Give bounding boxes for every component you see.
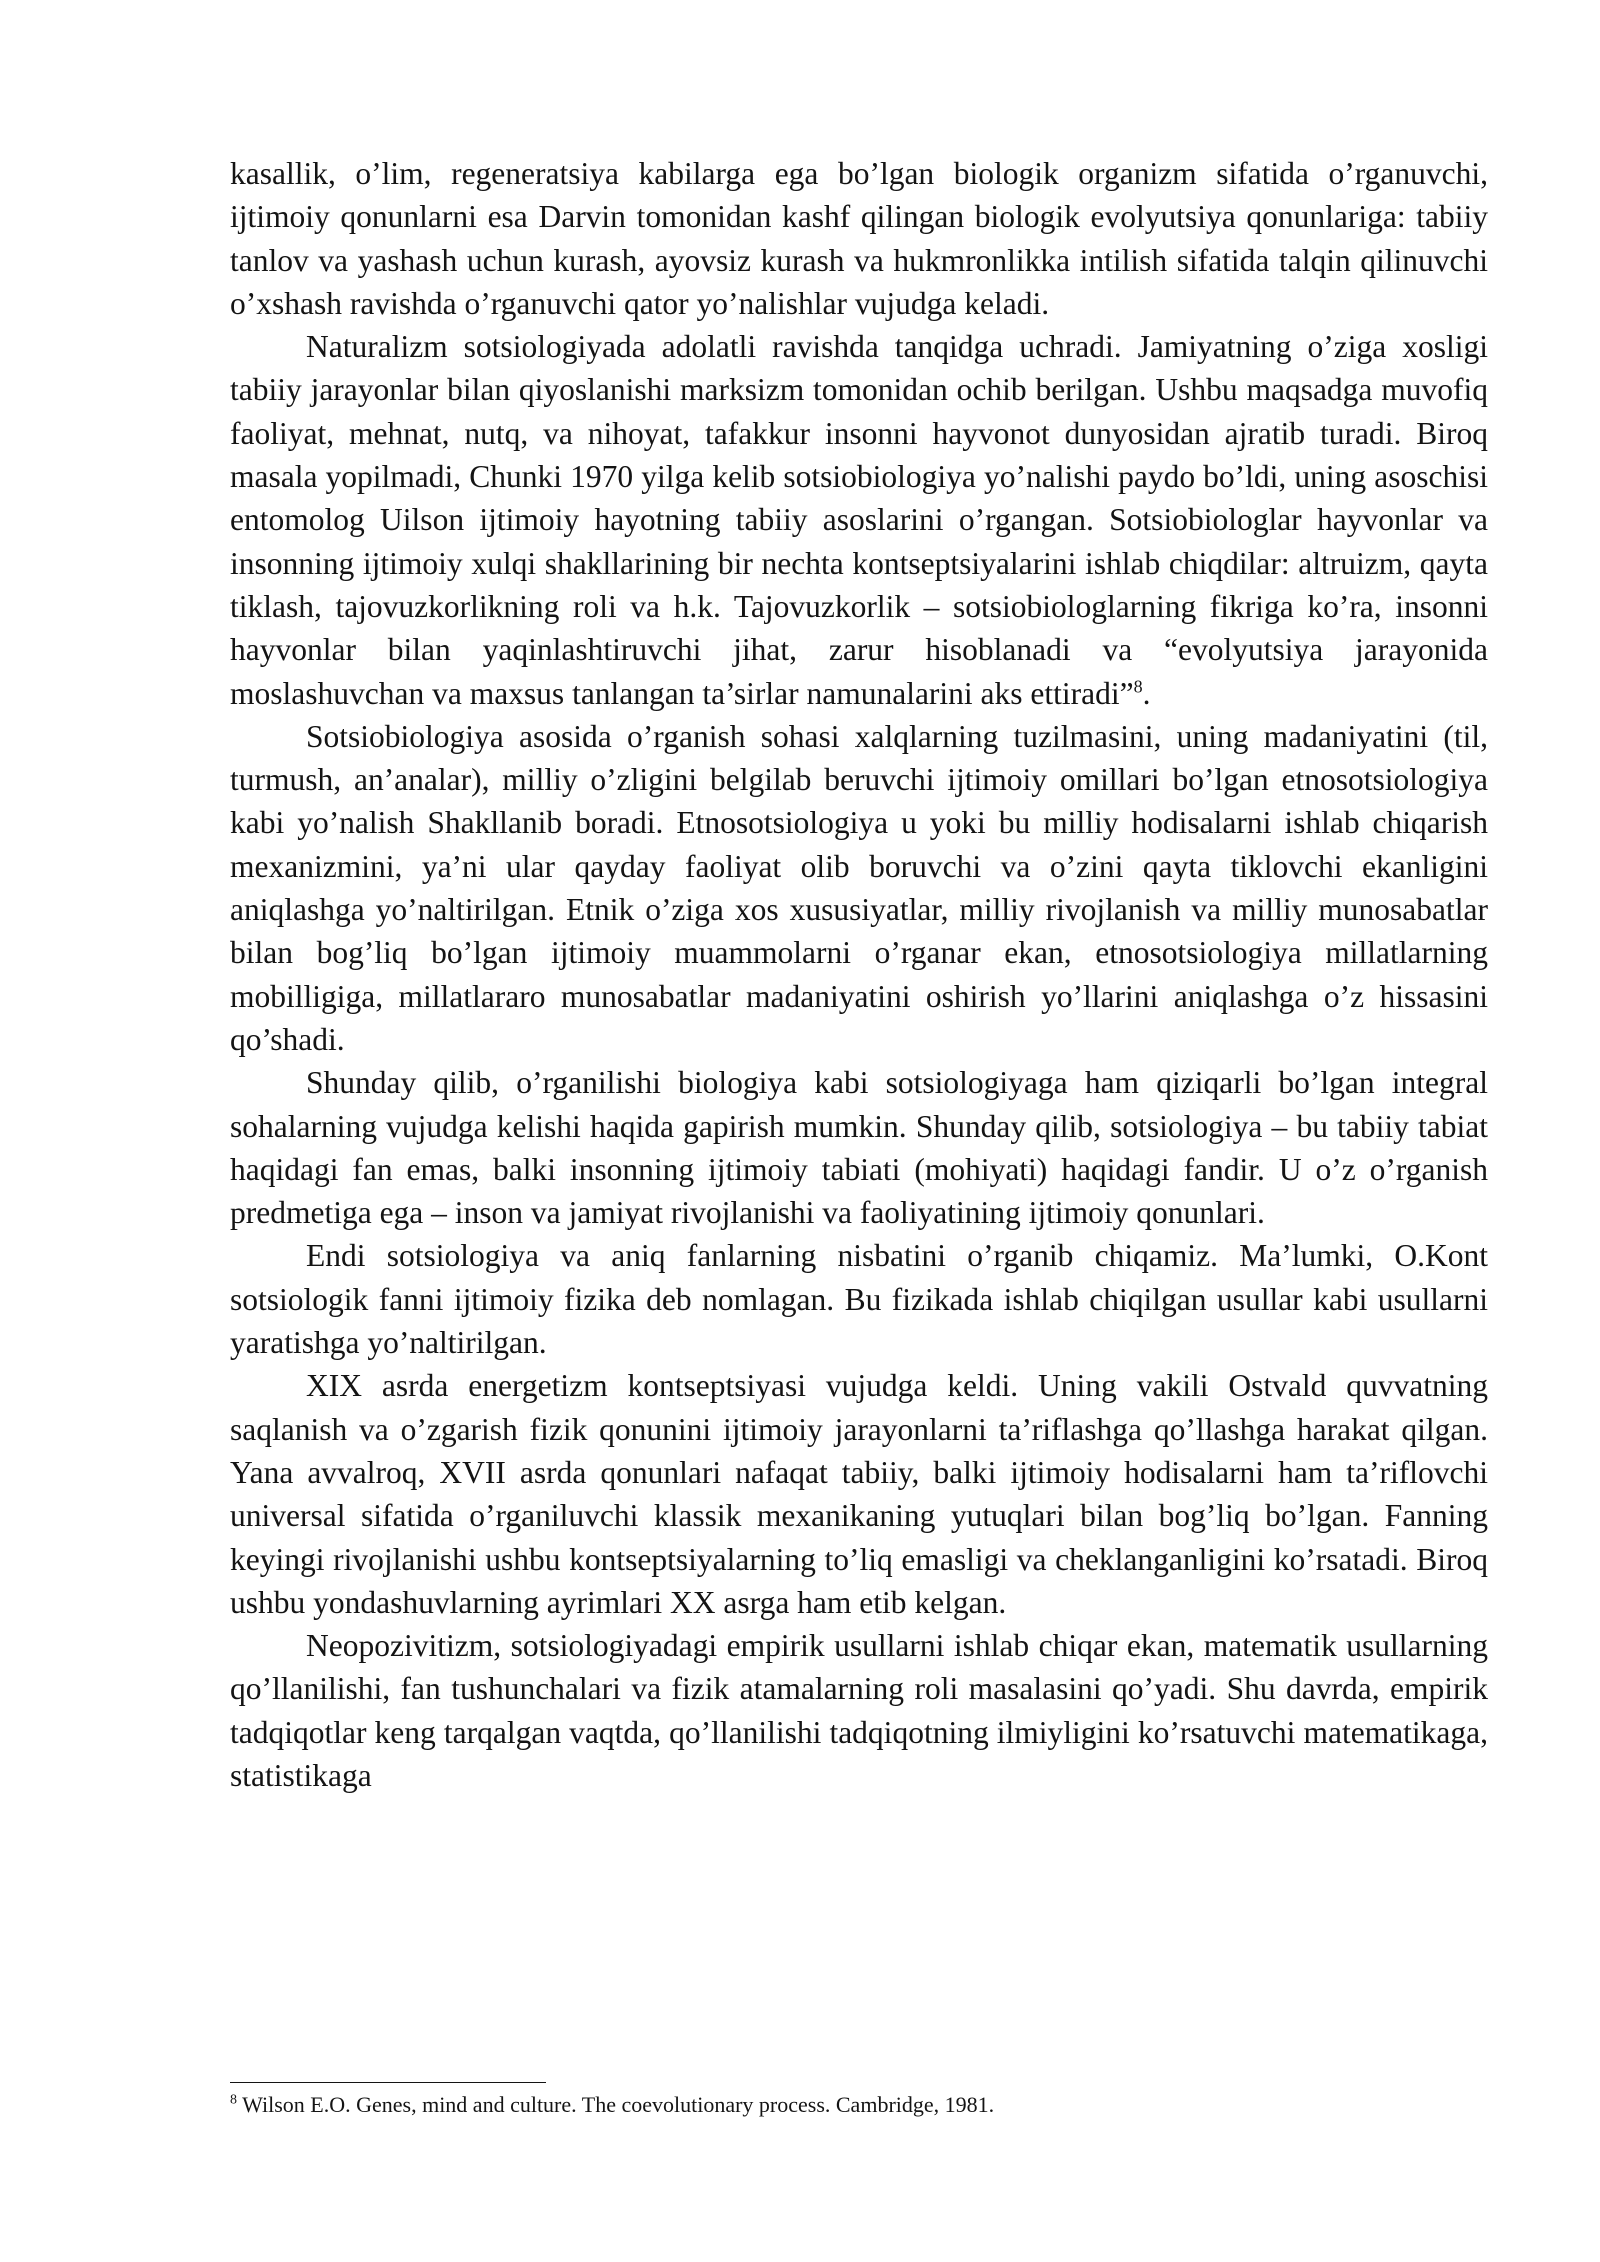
paragraph-1: kasallik, o’lim, regeneratsiya kabilarga ega bo’lgan biologik organizm sifatida o’rganuvchi, ijtimoiy qonunlarni esa Darvin tomonidan kashf qilingan biologik evolyutsiya qonunlariga: tabiiy tanlov va yashash uchun kurash, ayovsiz kurash va hukmronlikka intilish sifatida talqin qilinuvchi o’xshash ravishda o’rganuvchi qator yo’nalishlar vujudga keladi.	[230, 156, 1488, 321]
paragraph-3: Sotsiobiologiya asosida o’rganish sohasi xalqlarning tuzilmasini, uning madaniyatini (til, turmush, an’analar), milliy o’zligini belgilab beruvchi ijtimoiy omillari bo’lgan etnosotsiologiya kabi yo’nalish Shakllanib boradi. Etnosotsiologiya u yoki bu milliy hodisalarni ishlab chiqarish mexanizmini, ya’ni ular qayday faoliyat olib boruvchi va o’zini qayta tiklovchi ekanligini aniqlashga yo’naltirilgan. Etnik o’ziga xos xususiyatlar, milliy rivojlanish va milliy munosabatlar bilan bog’liq bo’lgan ijtimoiy muammolarni o’rganar ekan, etnosotsiologiya millatlarning mobilligiga, millatlararo munosabatlar madaniyatini oshirish yo’llarini aniqlashga o’z hissasini qo’shadi.	[230, 718, 1488, 1057]
footnote-text: Wilson E.O. Genes, mind and culture. The coevolutionary process. Cambridge, 1981.	[237, 2092, 995, 2117]
paragraph-4: Shunday qilib, o’rganilishi biologiya kabi sotsiologiyaga ham qiziqarli bo’lgan integral sohalarning vujudga kelishi haqida gapirish mumkin. Shunday qilib, sotsiologiya – bu tabiiy tabiat haqidagi fan emas, balki insonning ijtimoiy tabiati (mohiyati) haqidagi fandir. U o’z o’rganish predmetiga ega – inson va jamiyat rivojlanishi va faoliyatining ijtimoiy qonunlari.	[230, 1065, 1488, 1231]
paragraph-2	[230, 325, 1488, 715]
footnote	[230, 2090, 1488, 2120]
footnote-marker: 8	[230, 2092, 237, 2108]
paragraph-7: Neopozivitizm, sotsiologiyadagi empirik usullarni ishlab chiqar ekan, matematik usullarning qo’llanilishi, fan tushunchalari va fizik atamalarning roli masalasini qo’yadi. Shu davrda, empirik tadqiqotlar keng tarqalgan vaqtda, qo’llanilishi tadqiqotning ilmiyligini ko’rsatuvchi matematikaga, statistikaga	[230, 1628, 1488, 1793]
paragraph-5: Endi sotsiologiya va aniq fanlarning nisbatini o’rganib chiqamiz. Ma’lumki, O.Kont sotsiologik fanni ijtimoiy fizika deb nomlagan. Bu fizikada ishlab chiqilgan usullar kabi usullarni yaratishga yo’naltirilgan.	[230, 1238, 1488, 1361]
footnote-separator	[230, 2082, 546, 2083]
paragraph-2-text: Naturalizm sotsiologiyada adolatli ravishda tanqidga uchradi. Jamiyatning o’ziga xosligi tabiiy jarayonlar bilan qiyoslanishi marksizm tomonidan ochib berilgan. Ushbu maqsadga muvofiq faoliyat, mehnat, nutq, va nihoyat, tafakkur insonni hayvonot dunyosidan ajratib turadi. Biroq masala yopilmadi, Chunki 1970 yilga kelib sotsiobiologiya yo’nalishi paydo bo’ldi, uning asoschisi entomolog Uilson ijtimoiy hayotning tabiiy asoslarini o’rgangan. Sotsiobiologlar hayvonlar va insonning ijtimoiy xulqi shakllarining bir nechta kontseptsiyalarini ishlab chiqdilar: altruizm, qayta tiklash, tajovuzkorlikning roli va h.k. Tajovuzkorlik – sotsiobiologlarning fikriga ko’ra, insonni hayvonlar bilan yaqinlashtiruvchi jihat, zarur hisoblanadi va “evolyutsiya jarayonida moslashuvchan va maxsus tanlangan ta’sirlar namunalarini aks ettiradi”	[230, 329, 1488, 711]
footnote-reference[interactable]: 8	[1133, 676, 1143, 697]
paragraph-6: XIX asrda energetizm kontseptsiyasi vujudga keldi. Uning vakili Ostvald quvvatning saqlanish va o’zgarish fizik qonunini ijtimoiy jarayonlarni ta’riflashga qo’llashga harakat qilgan. Yana avvalroq, XVII asrda qonunlari nafaqat tabiiy, balki ijtimoiy hodisalarni ham ta’riflovchi universal sifatida o’rganiluvchi klassik mexanikaning yutuqlari bilan bog’liq bo’lgan. Fanning keyingi rivojlanishi ushbu kontseptsiyalarning to’liq emasligi va cheklanganligini ko’rsatadi. Biroq ushbu yondashuvlarning ayrimlari XX asrga ham etib kelgan.	[230, 1368, 1488, 1620]
paragraph-2-tail: .	[1142, 675, 1151, 711]
body-text	[230, 152, 1488, 1797]
